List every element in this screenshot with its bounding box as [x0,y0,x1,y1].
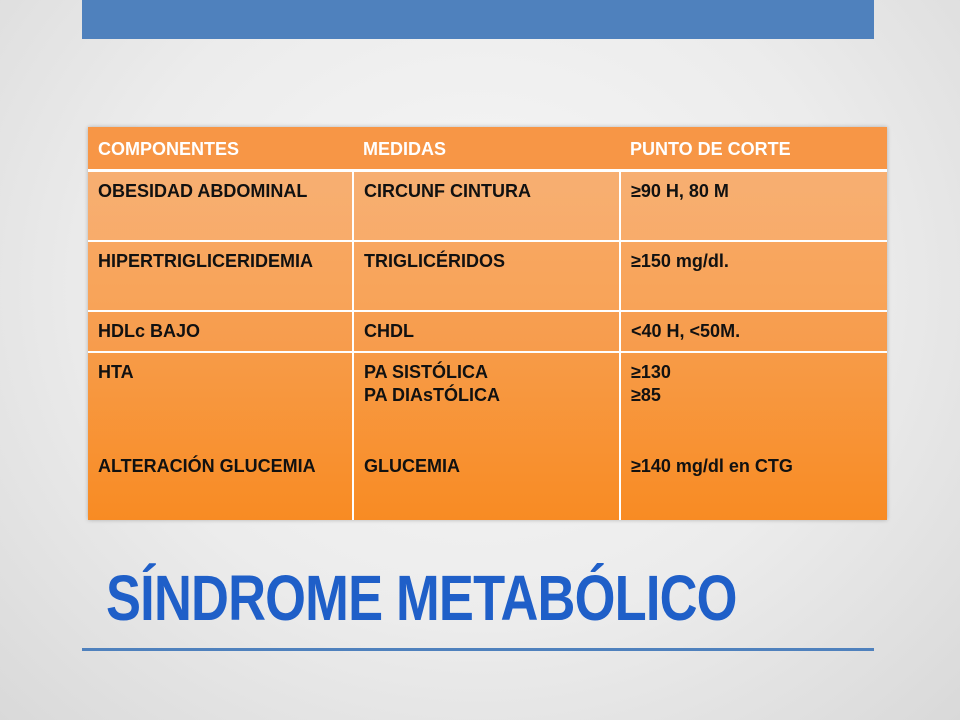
table-header-row [88,127,887,171]
cell-medida: CIRCUNF CINTURA [353,171,620,241]
cell-hta: HTA [98,361,134,382]
cell-140-ctg: ≥140 mg/dl en CTG [631,455,793,476]
cell-medida-combined [353,352,620,521]
cell-pa-sistolica: PA SISTÓLICA [364,361,489,382]
cell-punto-de-corte: ≥150 mg/dl. [620,241,887,311]
cell-medida: TRIGLICÉRIDOS [353,241,620,311]
cell-pa-diastolica: PA DIAsTÓLICA [364,384,501,405]
cell-componente-combined [88,352,353,521]
header-componentes: COMPONENTES [88,127,353,171]
cell-componente: OBESIDAD ABDOMINAL [88,171,353,241]
cell-punto-de-corte: ≥90 H, 80 M [620,171,887,241]
table-row [88,352,887,521]
cell-glucemia: GLUCEMIA [364,455,460,476]
cell-componente: HIPERTRIGLICERIDEMIA [88,241,353,311]
title-underline [82,648,874,651]
table-row [88,241,887,311]
cell-punto-de-corte-combined [620,352,887,521]
cell-85: ≥85 [631,384,661,405]
cell-componente: HDLc BAJO [88,311,353,352]
header-punto-de-corte: PUNTO DE CORTE [620,127,887,171]
metabolic-criteria-table [88,127,887,520]
header-medidas: MEDIDAS [353,127,620,171]
cell-medida: CHDL [353,311,620,352]
top-accent-bar [82,0,874,39]
cell-punto-de-corte: <40 H, <50M. [620,311,887,352]
slide-title: SÍNDROME METABÓLICO [106,562,737,634]
table-row [88,311,887,352]
cell-130: ≥130 [631,361,671,382]
cell-alteracion-glucemia: ALTERACIÓN GLUCEMIA [98,455,316,476]
table-row [88,171,887,241]
